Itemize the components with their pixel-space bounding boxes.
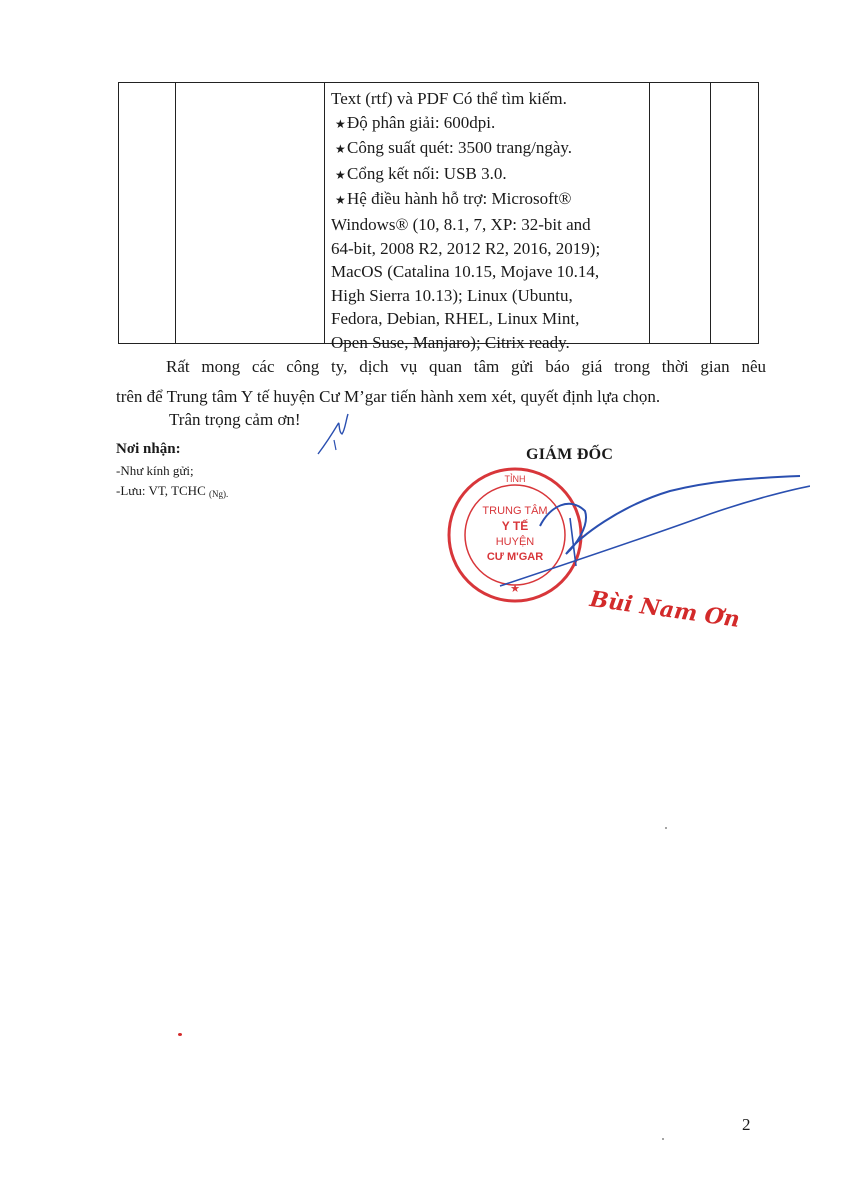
recipient-line: -Như kính gửi; bbox=[116, 463, 194, 478]
stamp-text: CƯ M'GAR bbox=[486, 551, 544, 563]
table-column-divider bbox=[649, 83, 650, 343]
table-column-divider bbox=[710, 83, 711, 343]
table-column-divider bbox=[324, 83, 325, 343]
signature-scribble-icon bbox=[470, 466, 810, 596]
spec-line: Text (rtf) và PDF Có thể tìm kiếm. bbox=[331, 89, 567, 108]
table-column-divider bbox=[175, 83, 176, 343]
spec-table bbox=[118, 82, 759, 352]
signer-name: Bùi Nam Ơn bbox=[588, 586, 742, 633]
spec-line: MacOS (Catalina 10.15, Mojave 10.14, bbox=[331, 262, 600, 282]
ink-speck bbox=[662, 1138, 664, 1140]
request-line: trên để Trung tâm Y tế huyện Cư M’gar tiến hành xem xét, quyết định lựa chọn. bbox=[116, 387, 661, 406]
spec-line: Open Suse, Manjaro); Citrix ready. bbox=[331, 332, 570, 352]
signer-title: GIÁM ĐỐC bbox=[526, 446, 614, 463]
ink-speck bbox=[178, 1033, 182, 1036]
spec-line: Fedora, Debian, RHEL, Linux Mint, bbox=[331, 309, 580, 329]
spec-description-cell bbox=[331, 87, 647, 355]
spec-line: ★Độ phân giải: 600dpi. bbox=[331, 111, 647, 137]
star-bullet-icon: ★ bbox=[335, 116, 346, 131]
spec-line: Windows® (10, 8.1, 7, XP: 32-bit and bbox=[331, 214, 591, 234]
star-bullet-icon: ★ bbox=[335, 193, 346, 208]
request-line: Rất mong các công ty, dịch vụ quan tâm gửi báo giá trong thời gian nêu bbox=[166, 357, 766, 376]
request-paragraph bbox=[116, 352, 766, 412]
stamp-text: TRUNG TÂM bbox=[482, 505, 548, 517]
star-bullet-icon: ★ bbox=[335, 167, 346, 182]
star-bullet-icon: ★ bbox=[335, 142, 346, 157]
page-number: 2 bbox=[742, 1115, 751, 1134]
spec-line: 64-bit, 2008 R2, 2012 R2, 2016, 2019); bbox=[331, 238, 601, 258]
spec-line: High Sierra 10.13); Linux (Ubuntu, bbox=[331, 285, 573, 305]
svg-text:★: ★ bbox=[510, 582, 520, 595]
ink-speck bbox=[665, 827, 667, 829]
stamp-text: HUYỆN bbox=[495, 536, 535, 548]
closing-thanks: Trân trọng cảm ơn! bbox=[169, 410, 301, 429]
stamp-top-text: TỈNH bbox=[504, 474, 526, 484]
spec-line: ★Hệ điều hành hỗ trợ: Microsoft® bbox=[331, 187, 647, 213]
initial-mark-icon bbox=[312, 410, 360, 460]
recipient-line: -Lưu: VT, TCHC (Ng). bbox=[116, 483, 229, 499]
recipients-title: Nơi nhận: bbox=[116, 441, 181, 457]
spec-line: ★Công suất quét: 3500 trang/ngày. bbox=[331, 136, 647, 162]
stamp-text: Y TẾ bbox=[501, 519, 529, 533]
spec-line: ★Cổng kết nối: USB 3.0. bbox=[331, 162, 647, 188]
